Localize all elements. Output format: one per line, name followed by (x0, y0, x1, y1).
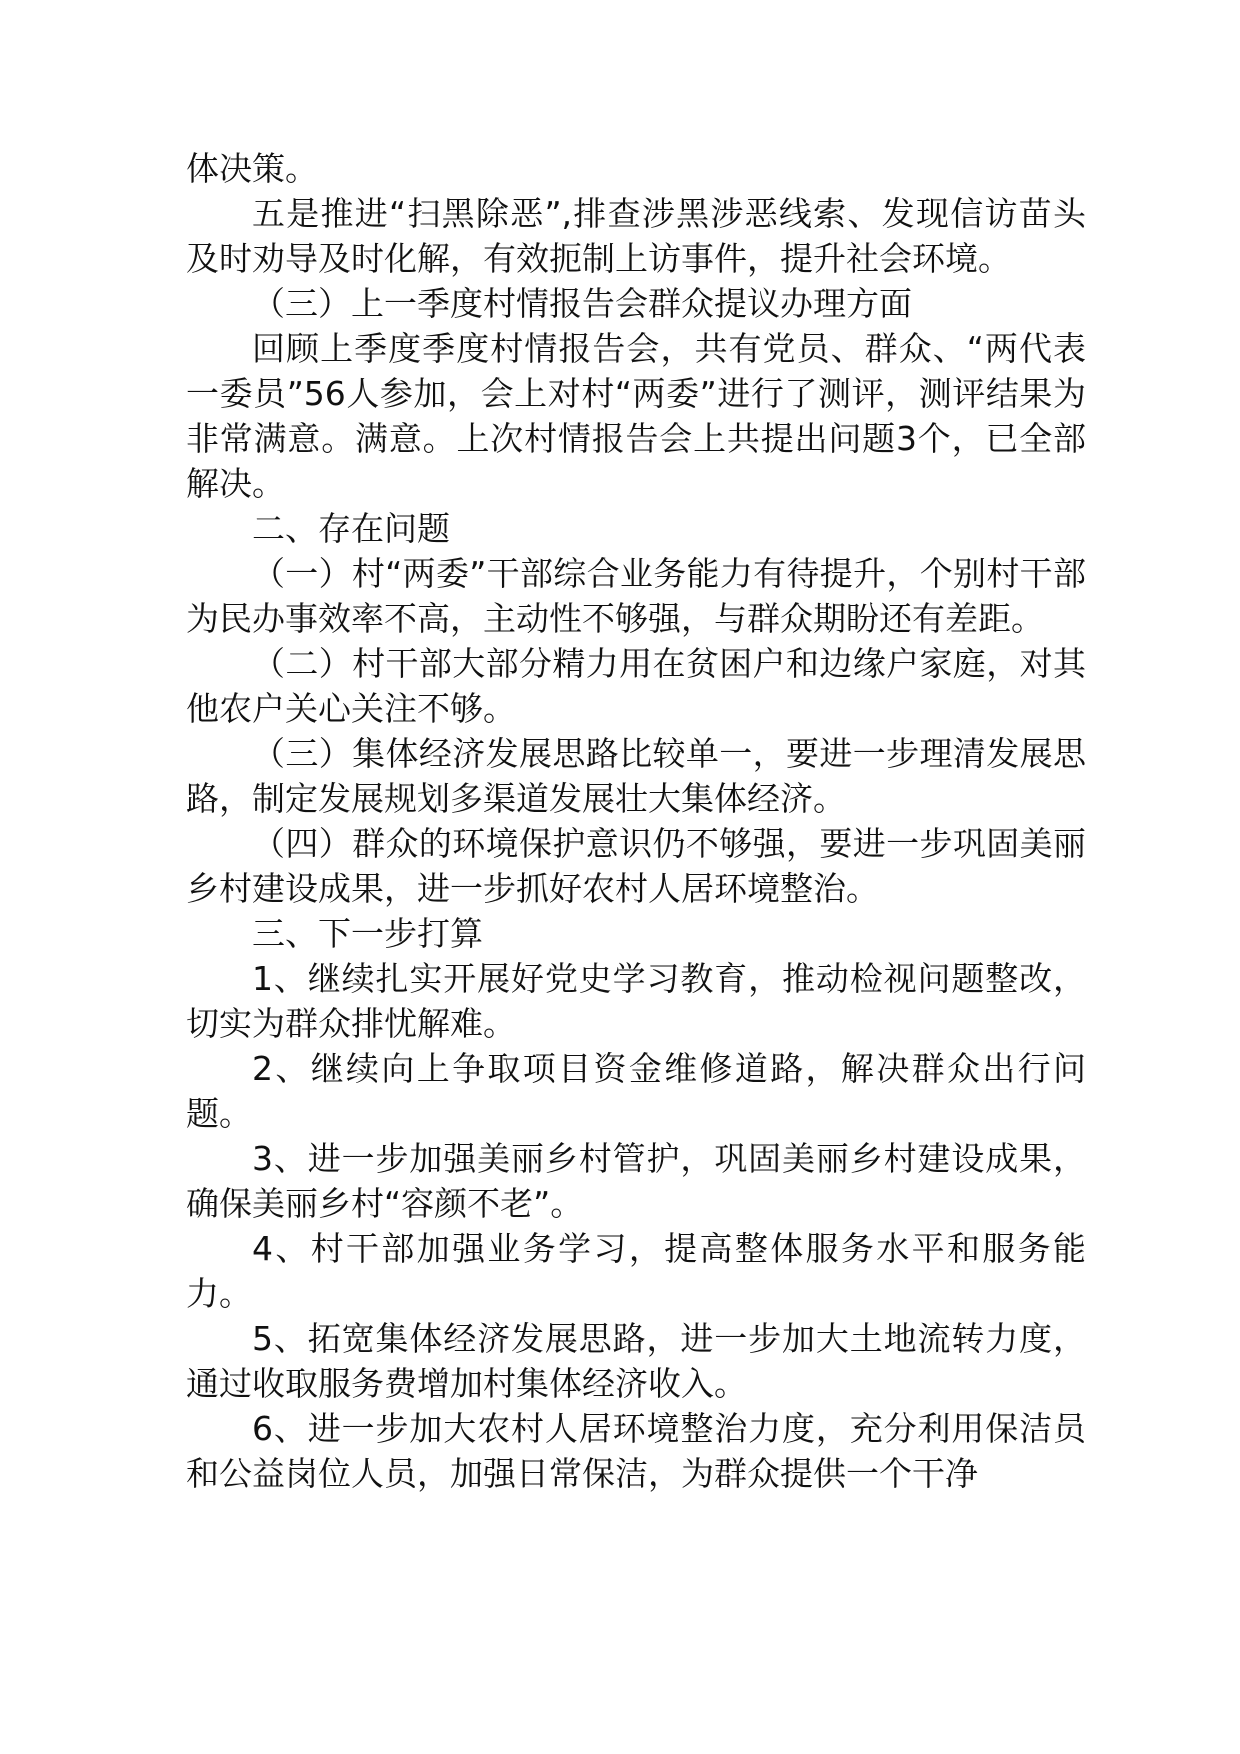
paragraph-review-meeting: 回顾上季度季度村情报告会，共有党员、群众、“两代表一委员”56人参加，会上对村“两委”进行了测评，测评结果为非常满意。满意。上次村情报告会上共提出问题3个，已全部解决。 (186, 329, 1086, 503)
document-page (186, 146, 1086, 1496)
paragraph-continuation: 体决策。 (186, 149, 318, 188)
plan-item-5: 5、拓宽集体经济发展思路，进一步加大土地流转力度，通过收取服务费增加村集体经济收入。 (186, 1319, 1086, 1403)
plan-item-2: 2、继续向上争取项目资金维修道路，解决群众出行问题。 (186, 1049, 1086, 1133)
problem-item-3: （三）集体经济发展思路比较单一，要进一步理清发展思路，制定发展规划多渠道发展壮大集体经济。 (186, 734, 1086, 818)
problem-item-4: （四）群众的环境保护意识仍不够强，要进一步巩固美丽乡村建设成果，进一步抓好农村人居环境整治。 (186, 824, 1086, 908)
problem-item-1: （一）村“两委”干部综合业务能力有待提升，个别村干部为民办事效率不高，主动性不够强，与群众期盼还有差距。 (186, 554, 1086, 638)
plan-item-3: 3、进一步加强美丽乡村管护，巩固美丽乡村建设成果，确保美丽乡村“容颜不老”。 (186, 1139, 1086, 1223)
plan-item-6: 6、进一步加大农村人居环境整治力度，充分利用保洁员和公益岗位人员，加强日常保洁，为群众提供一个干净 (186, 1409, 1086, 1493)
section-heading-proposals: （三）上一季度村情报告会群众提议办理方面 (252, 284, 912, 323)
section-heading-problems: 二、存在问题 (252, 509, 450, 548)
plan-item-4: 4、村干部加强业务学习，提高整体服务水平和服务能力。 (186, 1229, 1086, 1313)
paragraph-sweep-crime: 五是推进“扫黑除恶”,排查涉黑涉恶线索、发现信访苗头及时劝导及时化解，有效扼制上访事件，提升社会环境。 (186, 194, 1086, 278)
section-heading-next-steps: 三、下一步打算 (252, 914, 483, 953)
plan-item-1: 1、继续扎实开展好党史学习教育，推动检视问题整改，切实为群众排忧解难。 (186, 959, 1086, 1043)
problem-item-2: （二）村干部大部分精力用在贫困户和边缘户家庭，对其他农户关心关注不够。 (186, 644, 1086, 728)
